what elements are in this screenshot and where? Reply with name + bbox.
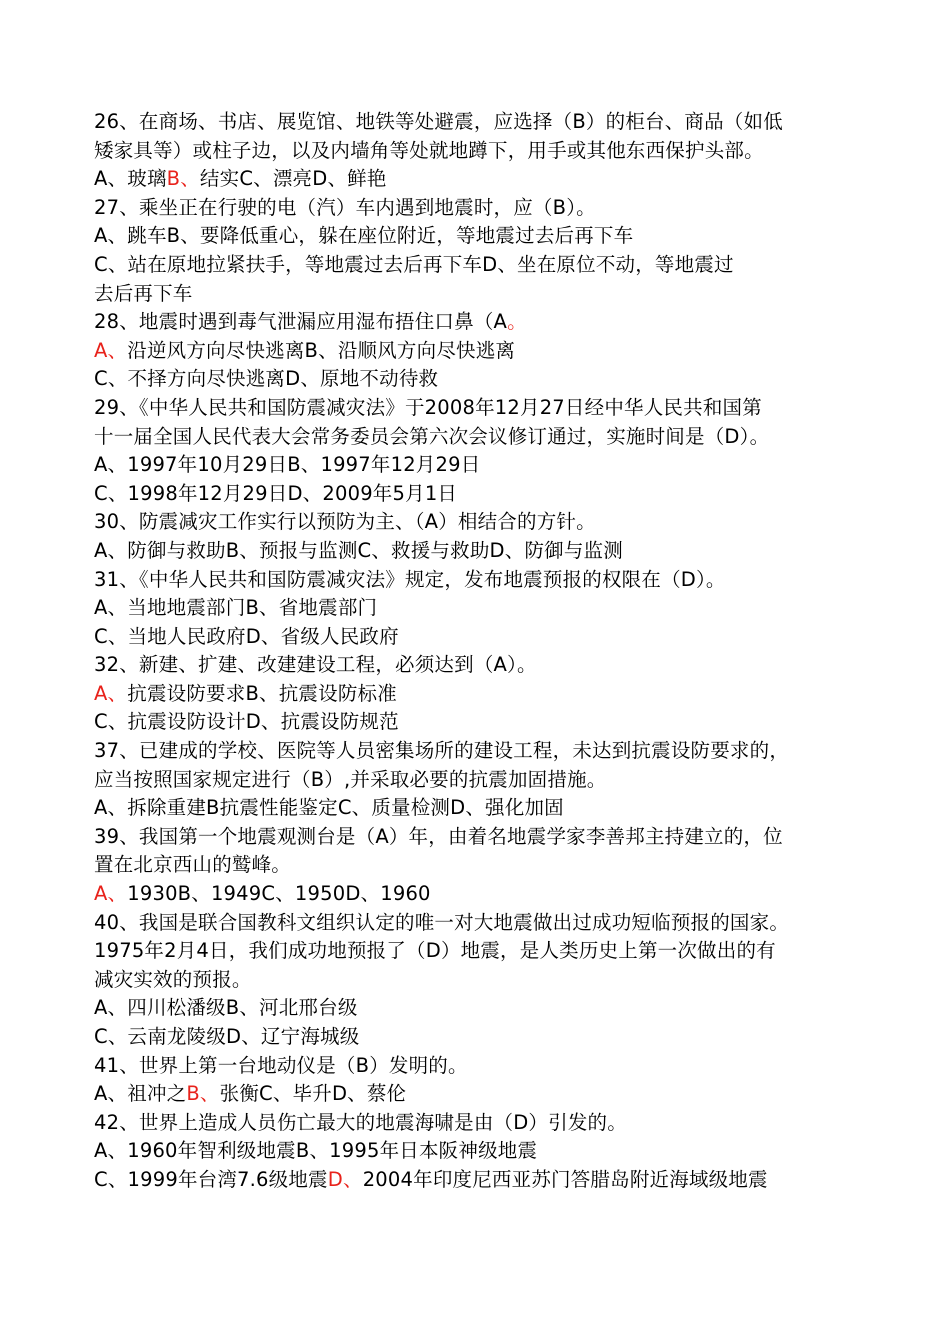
text-line <box>94 623 880 652</box>
text-segment: 矮家具等）或柱子边，以及内墙角等处就地蹲下，用手或其他东西保护头部。 <box>94 138 764 162</box>
text-line <box>94 594 880 623</box>
text-line <box>94 337 880 366</box>
text-segment: 1975年2月4日，我们成功地预报了（D）地震，是人类历史上第一次做出的有 <box>94 939 776 963</box>
text-line <box>94 1023 880 1052</box>
text-segment: 37、已建成的学校、医院等人员密集场所的建设工程，未达到抗震设防要求的， <box>94 739 790 763</box>
text-segment: 40、我国是联合国教科文组织认定的唯一对大地震做出过成功短临预报的国家。 <box>94 910 790 934</box>
text-line <box>94 137 880 166</box>
answer-highlight: A、 <box>94 338 128 362</box>
text-segment: A、1960年智利级地震B、1995年日本阪神级地震 <box>94 1139 538 1163</box>
answer-highlight: 。 <box>507 310 527 334</box>
text-line <box>94 451 880 480</box>
text-segment: A、防御与救助B、预报与监测C、救援与救助D、防御与监测 <box>94 538 623 562</box>
answer-highlight: A、 <box>94 681 128 705</box>
text-line <box>94 251 880 280</box>
text-segment: 30、防震减灾工作实行以预防为主、（A）相结合的方针。 <box>94 510 596 534</box>
text-segment: A、拆除重建B抗震性能鉴定C、质量检测D、强化加固 <box>94 796 564 820</box>
text-segment: 减灾实效的预报。 <box>94 967 252 991</box>
text-line <box>94 1080 880 1109</box>
text-line <box>94 994 880 1023</box>
text-segment: 结实C、漂亮D、鲜艳 <box>199 167 387 191</box>
answer-highlight: B、 <box>166 167 200 191</box>
text-segment: 置在北京西山的鹫峰。 <box>94 853 292 877</box>
text-line <box>94 680 880 709</box>
text-line <box>94 909 880 938</box>
text-segment: 28、地震时遇到毒气泄漏应用湿布捂住口鼻（A <box>94 310 508 334</box>
text-segment: C、当地人民政府D、省级人民政府 <box>94 624 399 648</box>
text-line <box>94 1137 880 1166</box>
text-segment: 42、世界上造成人员伤亡最大的地震海啸是由（D）引发的。 <box>94 1110 627 1134</box>
text-line <box>94 651 880 680</box>
answer-highlight: A、 <box>94 882 128 906</box>
text-line <box>94 851 880 880</box>
text-segment: 29、《中华人民共和国防震减灾法》于2008年12月27日经中华人民共和国第 <box>94 395 762 419</box>
text-segment: A、四川松潘级B、河北邢台级 <box>94 996 358 1020</box>
text-segment: 32、新建、扩建、改建建设工程，必须达到（A）。 <box>94 653 537 677</box>
text-segment: 39、我国第一个地震观测台是（A）年，由着名地震学家李善邦主持建立的，位 <box>94 824 783 848</box>
text-line <box>94 537 880 566</box>
text-line <box>94 708 880 737</box>
text-line <box>94 794 880 823</box>
text-line <box>94 165 880 194</box>
text-segment: 沿逆风方向尽快逃离B、沿顺风方向尽快逃离 <box>127 338 516 362</box>
text-segment: C、1999年台湾7.6级地震 <box>94 1167 328 1191</box>
text-segment: 2004年印度尼西亚苏门答腊岛附近海域级地震 <box>362 1167 768 1191</box>
text-line <box>94 108 880 137</box>
text-segment: C、抗震设防设计D、抗震设防规范 <box>94 710 399 734</box>
text-line <box>94 566 880 595</box>
text-segment: A、当地地震部门B、省地震部门 <box>94 596 378 620</box>
text-segment: 31、《中华人民共和国防震减灾法》规定，发布地震预报的权限在（D）。 <box>94 567 726 591</box>
text-line <box>94 308 880 337</box>
text-line <box>94 423 880 452</box>
text-line <box>94 1166 880 1195</box>
text-line <box>94 508 880 537</box>
text-segment: 应当按照国家规定进行（B）,并采取必要的抗震加固措施。 <box>94 767 607 791</box>
text-segment: 抗震设防要求B、抗震设防标准 <box>127 681 397 705</box>
text-segment: A、1997年10月29日B、1997年12月29日 <box>94 453 481 477</box>
answer-highlight: D、 <box>327 1167 363 1191</box>
text-line <box>94 937 880 966</box>
text-segment: C、不择方向尽快逃离D、原地不动待救 <box>94 367 439 391</box>
text-segment: C、站在原地拉紧扶手，等地震过去后再下车D、坐在原位不动，等地震过 <box>94 252 734 276</box>
text-segment: 27、乘坐正在行驶的电（汽）车内遇到地震时，应（B）。 <box>94 195 596 219</box>
text-segment: A、祖冲之 <box>94 1082 187 1106</box>
text-segment: 去后再下车 <box>94 281 193 305</box>
text-segment: 26、在商场、书店、展览馆、地铁等处避震，应选择（B）的柜台、商品（如低 <box>94 110 783 133</box>
text-segment: 张衡C、毕升D、蔡伦 <box>219 1082 407 1106</box>
text-line <box>94 222 880 251</box>
text-line <box>94 194 880 223</box>
text-line <box>94 766 880 795</box>
text-line <box>94 1109 880 1138</box>
text-line <box>94 966 880 995</box>
text-segment: C、1998年12月29日D、2009年5月1日 <box>94 481 458 505</box>
answer-highlight: B、 <box>186 1082 220 1106</box>
text-segment: 1930B、1949C、1950D、1960 <box>127 882 431 906</box>
text-segment: A、玻璃 <box>94 167 167 191</box>
text-segment: A、跳车B、要降低重心，躲在座位附近，等地震过去后再下车 <box>94 224 634 248</box>
text-line <box>94 480 880 509</box>
text-segment: 41、世界上第一台地动仪是（B）发明的。 <box>94 1053 468 1077</box>
text-segment: C、云南龙陵级D、辽宁海城级 <box>94 1025 360 1048</box>
text-line <box>94 823 880 852</box>
text-line <box>94 365 880 394</box>
text-line <box>94 1052 880 1081</box>
text-segment: 十一届全国人民代表大会常务委员会第六次会议修订通过，实施时间是（D）。 <box>94 424 770 448</box>
text-line <box>94 394 880 423</box>
text-line <box>94 880 880 909</box>
text-line <box>94 737 880 766</box>
text-line <box>94 280 880 309</box>
